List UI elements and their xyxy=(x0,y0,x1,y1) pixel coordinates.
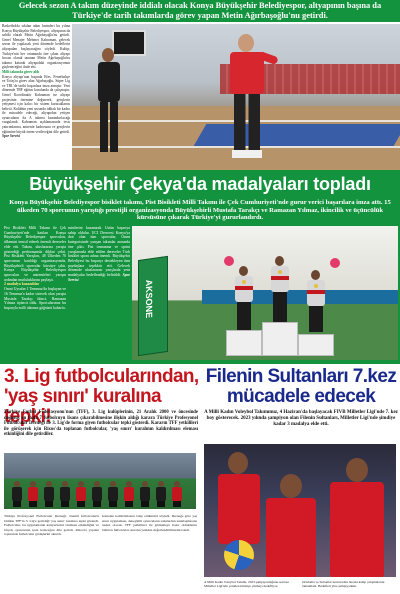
rider-head xyxy=(239,266,248,276)
rider-trim xyxy=(271,276,289,280)
player-shorts xyxy=(45,501,53,507)
football-title: 3. Lig futbolcularından, 'yaş sınırı' kuralına tepki! xyxy=(4,366,199,427)
rider-legs xyxy=(273,292,287,322)
column-subheading: 2 madalya kazandılar xyxy=(4,282,40,287)
player-figure xyxy=(92,481,102,507)
player-jersey xyxy=(330,482,384,577)
player-shorts xyxy=(141,501,149,507)
football-lead: Türkiye Futbol Federasyonu'nun (TFF), 3. Lig kulüplerinin, 21 Aralık 2000 ve öncesinde doğmuş en fazla 7 futbolcuyu lisans çıkarabilmesine ilişkin aldığı karara Türkiye Profesyonel Futbolcular Derneği ile 3. Lig'de forma giyen futbolcular tepki gösterdi. Kararın TFF yetkilileri ile görüşerek için Rixos'da toplanan futbolcular, 'yaş sınırı' kuralının kaldırılması eleması etkinliğini dile getirdiler. xyxy=(4,410,198,438)
player-shirt xyxy=(76,487,86,501)
headline-line-1: Gelecek sezon A takım düzeyinde iddialı olacak Konya Büyükşehir Belediyespor, altyapının başına da xyxy=(18,1,382,10)
podium-step-3 xyxy=(298,334,334,356)
figure-torso xyxy=(98,62,120,102)
cycling-column-1 xyxy=(4,226,66,362)
volleyball-title: Filenin Sultanları 7.kez mücadele edecek xyxy=(205,366,397,407)
player-figure xyxy=(156,481,166,507)
player-shirt xyxy=(108,487,118,501)
volleyball-icon xyxy=(224,540,254,570)
cycling-photo xyxy=(132,226,398,360)
rider-legs xyxy=(309,306,323,332)
player-shirt xyxy=(44,487,54,501)
player-shorts xyxy=(13,501,21,507)
football-section xyxy=(0,364,200,594)
player-shirt xyxy=(124,487,134,501)
football-photo xyxy=(4,453,196,509)
top-story xyxy=(0,0,400,170)
rider-trim xyxy=(307,290,325,294)
player-head xyxy=(346,458,368,482)
player-shirt xyxy=(92,487,102,501)
player-figure xyxy=(76,481,86,507)
volleyball-lead: A Milli Kadın Voleybol Takımımız, 4 Haziran'da başlayacak FIVB Milletler Ligi'nde 7. kez boy gösterecek. 2023 yılında şampiyon olan Filenin Sultanları, Milletler Ligi'nde şimdiye kadar 3 madalya elde etti. xyxy=(204,410,398,427)
player-figure xyxy=(60,481,70,507)
figure-head xyxy=(102,48,114,62)
volleyball-section xyxy=(200,364,400,594)
subheading: Milli takımda görev aldı xyxy=(2,69,40,74)
rider-head xyxy=(311,270,320,280)
volleyball-player xyxy=(262,474,320,577)
medal-icon xyxy=(278,270,282,274)
coach-figure xyxy=(222,32,272,170)
player-shirt xyxy=(140,487,150,501)
cycling-title: Büyükşehir Çekya'da madalyaları topladı xyxy=(29,174,371,194)
figure-legs xyxy=(234,94,260,150)
player-shorts xyxy=(125,501,133,507)
player-shirt xyxy=(156,487,166,501)
player-shorts xyxy=(173,501,181,507)
player-figure xyxy=(172,481,182,507)
player-figure xyxy=(12,481,22,507)
podium-step-1 xyxy=(262,322,298,356)
player-shirt xyxy=(12,487,22,501)
player-shorts xyxy=(157,501,165,507)
volleyball-photo xyxy=(204,444,396,577)
medal-icon xyxy=(242,280,246,284)
podium-step-2 xyxy=(226,330,262,356)
volleyball-player xyxy=(326,458,388,577)
credit: Spor Servisi xyxy=(68,273,130,282)
cycling-column-2 xyxy=(68,226,130,362)
column-text-2: Omni Uysalın 1 Temmuz'da başlayan ve 16 Temmuz'a kadar sürecek olan yarışta Mustafa Tarakçı ikinci, Ramazan Yılmaz üçüncü oldu. Sporcularımız bu başarıyla milli takımın göğsünü kabarttı. xyxy=(4,287,66,310)
volleyball-caption-right: Ortalama ve Sultanlar turnuvadan önceki kamp çalışmalarını tamamladı. Hedefleri yine şampiyonluk. xyxy=(302,580,385,589)
player-figure xyxy=(124,481,134,507)
bouquet-icon xyxy=(330,258,340,268)
cycling-lead: Konya Büyükşehir Belediyespor bisiklet takımı, Pist Bisikleti Milli Takımı ile Çek Cumhuriyeti'nde gurur verici başarılara imza attı. 15 ülkeden 70 sporcunun yarıştığı prestijli organizasyonda Büyükşehirli Mustafa Tarakçı ve Ramazan Yılmaz, ikincilik ve üçüncülük kürsüsüne çıkarak Türkiye'yi gururlandırdı. xyxy=(9,199,391,222)
player-jersey xyxy=(218,474,260,544)
player-shorts xyxy=(77,501,85,507)
player-shirt xyxy=(28,487,38,501)
cycling-section xyxy=(0,170,400,364)
team-banner xyxy=(138,256,168,356)
bouquet-icon xyxy=(224,256,234,266)
headline-line-2: Türkiye'de tarih takımlarda görev yapan Metin Ağırbaşoğlu'nu getirdi. xyxy=(72,11,328,20)
column-text: mistlerini kazanarak Üstün başarıya sahip oldular. UCI Derecesi Konya'ya dair olan tüm sporcular, Omni kategorisinde yarışan takımlar arasında öne çıktı. Pist tırmanma ve sprint yarışlarında elde edilen dereceler Türk bisiklet sporu adına önemli. Büyükşehir Belediyesi bu başarıyı destekleyen tüm paydaşlara teşekkür etti. Gelecek dönemde uluslararası yarışlarda yeni madalyalar hedeflendiği belirtildi. xyxy=(68,226,130,278)
rider-head xyxy=(275,256,284,266)
player-shirt xyxy=(60,487,70,501)
rider-trim xyxy=(235,286,253,290)
player-shorts xyxy=(29,501,37,507)
player-figure xyxy=(44,481,54,507)
player-figure xyxy=(140,481,150,507)
top-story-body xyxy=(2,24,70,170)
figure-shoes xyxy=(232,150,262,158)
figure-legs xyxy=(100,102,118,152)
body-text-2: Konya altyapı'nun başında Efes, Fenerbahçe ve Tofaş'ta görev alan Ağırbaşoğlu, Süper Lig ve TBL'de tarihi başarılara imza atmıştır. Yeni dönemde TBF eğitim kurulunda da çalışmıştır. Genel Koordinatör Kahraman ise altyapı projesinin önemine değinerek, gençlerin yetişmesi için kalıcı bir sistem kuracaklarını belirtti. Kulübün yeni sezonda iddialı bir kadro ile mücadele edeceği, altyapıdan yetişen oyuncuların da A takıma kazandırılacağı vurgulandı. Kahraman açıklamasında tesis yatırımlarına, antrenör kadrosuna ve gençlerin eğitimine büyük önem verileceğini dile getirdi. xyxy=(2,74,70,134)
player-head xyxy=(228,452,248,474)
rider-figure xyxy=(268,256,292,322)
football-column-1: Türkiye Profesyonel Futbolcular Derneği, önemli futbolcularla birlikte TFF'in 3. Lig'e getirdiği 'yaş sınırı' kuralına tepki gösterdi. Futbolcular, bu uygulamanın kariyerlerini olumsuz etkilediğini ve birçok oyuncunun işsiz kalacağını dile getirdi. Rixos'ta yapılan toplantıda futbolcular görüşlerini aktardı. xyxy=(4,514,99,536)
rider-figure xyxy=(304,270,328,336)
rider-legs xyxy=(237,302,251,330)
player-figure xyxy=(28,481,38,507)
player-head xyxy=(280,474,302,498)
football-column-2: konudan kaldırılmasını talep ettiklerini söyledi. Derneğe göre yaş sınırı uygulaması, deneyimli oyuncuların sahalardan uzaklaşmasına neden olacak. TFF yetkilileri ile görüşmeye hazır olduklarını belirten futbolcular, kuralın yeniden değerlendirilmesini istedi. xyxy=(102,514,197,532)
player-figure xyxy=(92,44,126,170)
player-shorts xyxy=(109,501,117,507)
volleyball-caption-left: A Milli Kadın Voleybol Takımı, 2023 şampiyonluğunu sonrası Milletler Ligi'nde yeniden kürsüye çıkmayı hedefliyor. xyxy=(204,580,289,589)
top-story-headline xyxy=(0,0,400,22)
credit: Spor Servisi xyxy=(2,134,20,139)
top-story-photo xyxy=(72,24,400,170)
player-figure xyxy=(108,481,118,507)
player-jersey xyxy=(266,498,316,577)
rider-figure xyxy=(232,266,256,332)
player-shorts xyxy=(93,501,101,507)
player-shorts xyxy=(61,501,69,507)
medal-icon xyxy=(314,284,318,288)
body-text: Basketbolda sıkılan adım lasimleri bu yılına Konya Büyükşehir Belediyespor, altyapının da sahibi olarak Metin Ağırbaşoğlu'nu getirdi. Genel Menajer Mehmet Kahraman, gelecek sezon ile yapılacak yeni dönemde hedeflerin altyapıdan başlayacağını söyledi. Kulüp; Türkiye'nin her ortamında öne çıkan altyapı hocası olarak tanınan Metin Ağırbaşoğlu'nu takıma katarak altyapıdaki organizasyonun güçleneceğini ifade etti. xyxy=(2,24,70,70)
figure-head xyxy=(238,34,254,52)
column-text: Pist Bisikleti Milli Takımı ile Çek Cumhuriyeti'nde katılan Konya Büyükşehir Belediyespor sporcuları, ülkemizi temsil ederek önemli dereceler elde etti. Takım, uluslararası yarışta gösterdiği performansla dikkat çekti. Pist Bisikleti Yarışları, 48 Ülkeden 70 sporcunun katıldığı organizasyonda, Büyükşehirli sporcular kürsüye çıktı. Konya Büyükşehir Belediyespor sporcuları ve antrenörleri yarışın ardından mutluluklarını paylaştı. xyxy=(4,226,66,282)
player-shirt xyxy=(172,487,182,501)
banner-text: AKSONE xyxy=(144,278,154,319)
